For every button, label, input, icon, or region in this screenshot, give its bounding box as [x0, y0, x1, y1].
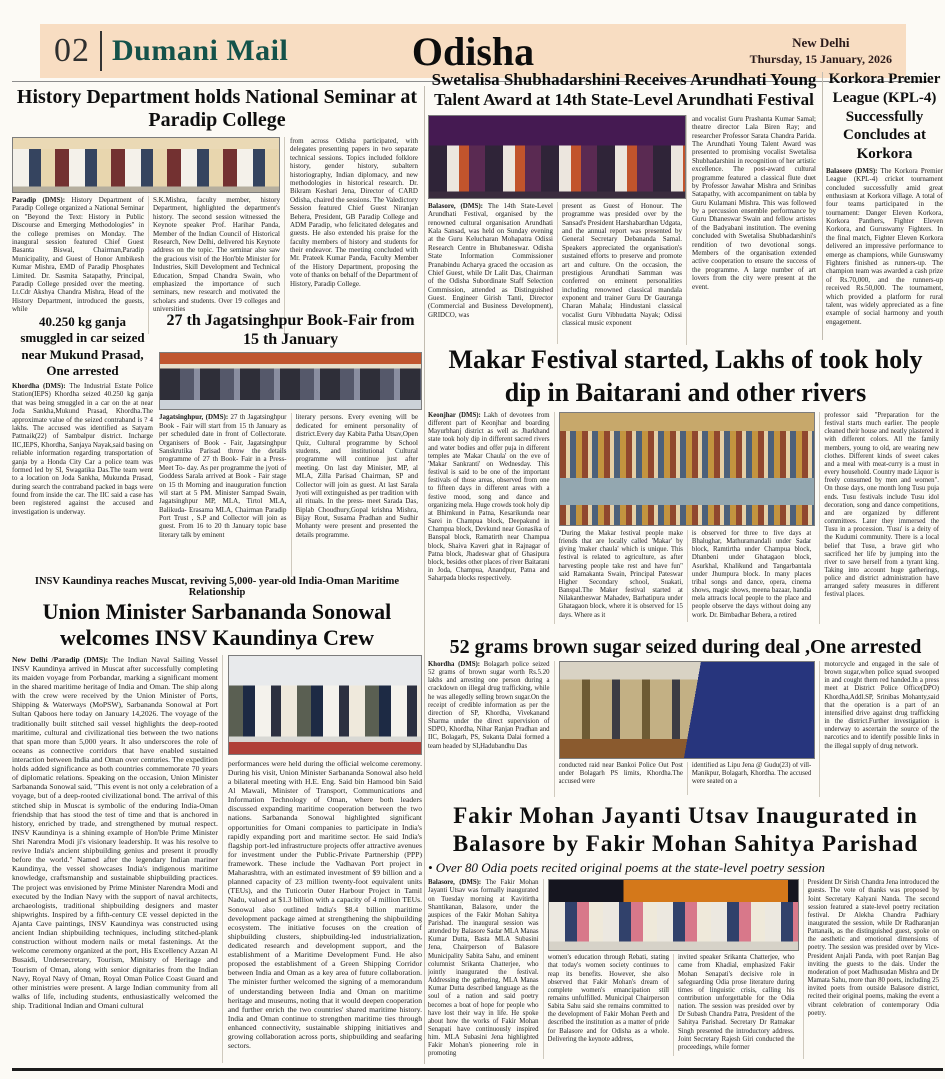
headline: 40.250 kg ganja smuggled in car seized near Mukund Prasad, One arrested — [20, 314, 145, 378]
headline: Swetalisa Shubhadarshini Receives Arundhati Young Talent Award at 14th State-Level Arundhati Festival — [431, 70, 817, 110]
article-history-seminar — [12, 86, 422, 314]
photo-khordha-police-press-meet — [559, 661, 816, 759]
column-text: The Korkora Premier League (KPL-4) cricket tournament concluded successfully amid great enthusiasm at Korkora village. A total of four teams participated in the tournament: Danger Eleven Korkora, Korkora Panthers, Fighter Eleven Korkora, and Guruswamy Fighters. In the final match, Fighter Eleven Korkora delivered an impressive performance to emerge as champions, while Guruswamy Fighters finished as runners-up. The champion team was awarded a cash prize of Rs.70,000, and the runners-up received Rs.50,000. The tournament, which provided a platform for rural talent, was widely appreciated as a fine example of social harmony and youth engagement. — [826, 166, 943, 326]
article-korkora-kpl — [826, 70, 943, 370]
dateline: Jagatsinghpur, (DMS): — [159, 413, 231, 422]
column-text: professor said "Preparation for the festival starts much earlier. The people cleaned their house and neatly plastered it with different colors. All the family members, young to old, are wearing new clothes. Different kinds of sweet cakes and a meal with meat-curry is a must in every household. Country made Liquor is freely consumed by men and women". On those days, one month long Tusu puja ends. Tusu festivals include Tusu idol decoration, song and dance competitions, and are organized by different committees. Later they immersed the Tusu in a procession. 'Tusu' is a deity of the Kudumi community. There is a local belief that Tusu, a brave girl who sacrificed her life by jumping into the river to save herself from a tyrant king. Taking into account huge gatherings, police and district administration have arranged safety measures in different festival places. — [824, 412, 939, 599]
column-text: motorcycle and engaged in the sale of brown sugar,when police squad swooped in and cought them red handed.In a press meet at District Police Office(DPO) Khordha,Addl.SP, Srinibas Mohanty,said that the operation is a part of an intensified drive against drug trafficking in the district.Further investigation is underway to ascertain the source of the narcotics and to identify possible links in the illegal supply of drug network. — [824, 661, 939, 750]
column-text: and vocalist Guru Prashanta Kumar Samal; theatre director Lala Biren Ray; and researcher Professor Sarata Chandra Parida. The Arundhati Young Talent Award was presented to promising vocalist Swetalisa Shubhadarshini in recognition of her artistic excellence. The post-award cultural programme featured a classical flute duet by Professor Jawahar Mishra and Srinibas Satapathy, with accompaniment on tabla by Guru Kulamani Mishra. This was followed by a percussion ensemble performance by Guru Dhaneswar Swain and fellow artistes of the Badyabani institution. The evening concluded with Swetalisa Shubhadarshini's rendition of two devotional songs. Members of the organisation extended active cooperation to ensure the success of the programme. A large number of art lovers from the city were present at the event. — [692, 114, 816, 291]
photo-arundhati-stage — [428, 115, 686, 199]
text-column-2: performances were held during the official welcome ceremony. During his visit, Union Minister Sarbananda Sonowal also held a bilateral meeting with H.E. Eng. Said bin Hamood bin Said Al Mawali, Minister of Transport, Communications and Information Technology of Oman, where both leaders discussed expanding maritime cooperation between the two nations. Sarbananda Sonowal highlighted significant opportunities for Omani companies to participate in India's rapidly expanding port and maritime sector. He said India's flagship port-led infrastructure projects offer attractive avenues for investment under the Public-Private Partnership (PPP) framework. These include the Vadhavan Port project in Maharashtra, with an estimated investment of $9 billion and a planned capacity of 23 million twenty-foot equivalent units (TEUs), and the Tuticorin Outer Harbour Project in Tamil Nadu, valued at $1.3 billion with a capacity of 4 million TEUs. Sonowal also outlined India's $8.4 billion maritime development package aimed at strengthening the shipbuilding ecosystem. The initiative focuses on the creation of shipbuilding clusters, shipbuilding-led industrialization, dedicated research and development support, and the establishment of a Maritime Development Fund. He also proposed the establishment of a Green Shipping Corridor between India and Oman as a key area of future collaboration. The minister further welcomed the signing of a memorandum of understanding between India and Oman on maritime heritage and museums, noting that it would deepen cooperation and further enrich the two countries' shared maritime history. India and Oman continue to strengthen maritime ties through enhanced connectivity, sustainable shipping initiatives and growing collaboration across ports, shipbuilding and seafaring sectors. — [227, 758, 422, 1051]
text-column-1 — [428, 879, 543, 1059]
article-arundhati-award — [428, 70, 820, 342]
photo-holy-dip-riverbank — [559, 412, 816, 526]
headline: Makar Festival started, Lakhs of took holy dip in Baitarani and other rivers — [448, 345, 923, 407]
headline: Fakir Mohan Jayanti Utsav Inaugurated in Balasore by Fakir Mohan Sahitya Parishad — [452, 803, 919, 856]
text-column-3 — [686, 115, 820, 345]
masthead-right — [750, 35, 892, 66]
text-column-4 — [820, 412, 943, 624]
column-text: is observed for three to five days at Bhalughar, Mathuramandali under Sadar block, Ramtirtha under Champua block, Dhanbeni under Ghatagaon block, Asurkhal, Khalikund and Tangarbantala under Jhumpura block. In many places tribal songs and dance, opera, cinema shows, magic shows, meena bazaar, handia mela attracts local people to the place and people observe the days without doing any work. Dr. Bimbadhar Behera, a retired — [691, 530, 812, 619]
text-column-1 — [428, 661, 554, 797]
center-stack — [543, 879, 804, 1059]
column-text: The Indian Naval Sailing Vessel INSV Kaundinya arrived in Muscat after successfully completing its maiden voyage from Porbandar, marking a significant moment in the shared maritime heritage of India and Oman. The ship along with the crew were received by the Union Minister of Ports, Shipping & Waterways (MoPSW), Sarbananda Sonowal at Port Sultan Qaboos here today on January 14,2026. The voyage of the traditionally built stitched sail vessel highlights the deep-rooted maritime, cultural and civilizational ties between the two nations that span more than 5,000 years. It also underscores the role of oceans as connective corridors that have enabled sustained interaction between India and Oman over centuries. The expedition holds added significance as both countries commemorate 70 years of diplomatic relations. Speaking on the occasion, Union Minister Sarbananda Sonowal said, "This event is not only a celebration of a voyage, but of a deep-rooted civilizational bond. The arrival of this stitched ship in Muscat is symbolic of the enduring India-Oman friendship that has stood the test of time and that is anchored in history, enriched by trade, and strengthened by mutual respect. INSV Kaundinya is a shining example of Hon'ble Prime Minister Shri Narendra Modi ji's visionary leadership. It was his resolve to revive India's ancient shipbuilding genius and present it proudly before the world." Named after the legendary Indian mariner Kaundinya, the vessel showcases India's indigenous maritime knowledge, craftsmanship and sustainable shipbuilding practices. The project was envisioned by Prime Minister Narendra Modi and executed by the Indian Navy with the support of naval architects, archaeologists, traditional shipbuilding designers and master shipwrights. Inspired by a fifth-century CE vessel depicted in the Ajanta Cave paintings, INSV Kaundinya was constructed using ancient Indian shipbuilding techniques, including stitched-plank construction without modern nails or metal fastenings. At the welcome ceremony organized at the port, His Excellency Azzan Al Busaidi, Undersecretary, Tourism, Ministry of Heritage and Tourism of Oman, along with senior dignitaries from the Indian Navy, Royal Navy of Oman, Royal Oman Police Coast Guard and other ministries were present. A large Indian community from all walks of life, including students, enthusiastically welcomed the ship. Traditional Indian and Omani cultural — [12, 654, 218, 1010]
headline: 27 th Jagatsinghpur Book-Fair from 15 th January — [166, 312, 415, 349]
text-column-1 — [159, 413, 291, 577]
column-text: 27 th Jagatsinghpur Book - Fair will start from 15 th January as per scheduled date in front of Collectorate. Organisers of Book - Fair, Jagatsinghpur Sanskrutika Parisad throw the details programme of 27 th Book- Fair in a Press- Meet To- day. As per programme the jyoti of Goddess Sarala arrived at Book - Fair stage on 15 th Morning and inauguration function wil start at 5 PM. Minister Sampad Swain, Jagatsinghpur MP, MLA, Tirtol MLA, Balikuda- Erasama MLA, Chairman Paradip Port Trust , S.P and Collector will join as guest. From 16 to 20 th January topic base literary talk by eminent — [159, 413, 287, 539]
column-text: History Department of Paradip College organized a National Seminar on "Beyond the Text: History in Public Discourse and Emerging Methodologies" in the college premises on Monday. The inaugural session featured Chief Guest Basanta Biswal, Chairman,Paradip Municipality, and Guest of Honor Ambikesh Kumar Mishra, EMD of Paradip Phosphates Limited. Dr. Sasmita Satapathy, Principal, Paradip College presided over the meeting. Lt.Cdr Akshya Chandra Mishra, Head of the History Department, introduced the guests, while — [12, 196, 144, 314]
article-brown-sugar-seizure — [428, 636, 943, 800]
text-column-2 — [548, 954, 673, 1056]
dateline: Balasore, (DMS): — [428, 879, 486, 887]
dateline: Paradip (DMS): — [12, 196, 72, 204]
column-text: Lakh of devotees from different part of Keonjhar and boarding Mayurbhanj district as well as Jharkhand state took holy dip in different sacred rivers and water bodies and offer puja in different temples ate 'Makar Chaula' on the eve of 'Makar Sankranti' on Wednesday. This festival is said to be one of the important festivals of those areas, observed from one to fifteen days in different areas with a festive mood, song and dance and organizing mela. Huge crowds took holy dip at Bhimkund in Patna, Kesarikunda near Sarei in Champua block, Deepakund in Champua block, Devkund near Gonasika of Banspal block, Ramatirth near Champua block, Shaiva Kaveri ghat in Rajnagar of Patna block, Jhadeswar ghat of Ghasipura block, besides other places of river Baitarani in Joda, Champua, Anandpur, Patna and Saharpada blocks respectively. — [428, 412, 550, 583]
column-text: invited speaker Srikanta Chatterjee, who came from Khadial, emphasized Fakir Mohan Senapati's decisive role in safeguarding Odia prose literature during times of linguistic crisis, calling his contribution unforgettable for the Odia nation. The session was presided over by Dr Subash Chandra Patra, President of the Sahitya Parishad. Secretary Dr Ratnakar Singh presented the introductory address. Joint Secretary Rajesh Giri conducted the proceedings, while former — [678, 954, 795, 1051]
dateline: Khordha (DMS): — [12, 382, 70, 390]
text-column-2 — [559, 762, 687, 795]
photo-seminar-dignitaries — [12, 137, 280, 193]
edition-city: New Delhi — [792, 35, 850, 51]
center-stack — [554, 661, 821, 797]
text-column-1 — [428, 202, 557, 344]
column-text: S.K.Mishra, faculty member, history Department, highlighted the department's history. The second session witnessed the Keynote speaker Prof. Harihar Panda, Member of the Indian Council of Historical Research, New Delhi, delivered his Keynote address on the topic. The seminar also saw the gracious visit of the Hon'ble Minister for Industries, Skill Development and Technical Education, Smpad Chandra Swain, who emphasized the importance of such seminars, new research and motivated the scholars and students. Over 19 colleges and universities — [153, 196, 280, 314]
headline: History Department holds National Seminar at Paradip College — [16, 86, 418, 131]
dateline: Khordha (DMS): — [428, 661, 484, 668]
center-stack — [554, 412, 821, 624]
column-text: identified as Lipu Jena @ Gudu(23) of vill-Manikpur, Bolagarh, Khordha. The accused were seated on a — [691, 762, 812, 786]
column-text: from across Odisha participated, with delegates presenting papers in two separate technical sessions. Topics included folklore history, gender history, subaltern historiography, Indian diplomacy, and new methodologies in historical research. Dr. Bikram Keshari Jena, Director of CARD Odisha, chaired the sessions. The Valedictory Session featured Chief Guest Niranjan Behera, President, GB Paradip College and ADM Paradip, who felicitated delegates and guests. He also extended his praise for the faculty members of history and students for their endeavor. The meeting concluded with Mr. Prateek Kumar Panda, Faculty Member of the History Department, proposing the vote of thanks on behalf of the Department of History, Paradip College. — [290, 137, 418, 288]
column-text: literary persons. Every evening will be dedicated for eminent personality of district.Every day Kabita Patha Utsav,Open Quiz, Cultural programme by School students, and institutional Cultural programme will continue just after meeting. On last day Minister, MP, al MLA, Zilla Parisad Chairman, SP and Collector will join as guest. At last Sarala Jyoti will extinguished as per tradition with all rituals. In the press- meet Sarada Das, Biplab Choudhury,Gopal krishna Mishra, Bijay Rout, Susama Pradhan and Sudhir Mohanty were present and presented the details programme. — [295, 413, 418, 539]
column-text: President Dr Sirish Chandra Jena introduced the guests. The vote of thanks was proposed by Joint Secretary Kalyani Nanda. The second session featured a state-level poetry recitation festival. Dr Alekha Chandra Padhiary inaugurated the session, while Dr Radharanjan Pattanaik, as the distinguished guest, spoke on the aesthetic and emotional dimensions of poetry. The session was presided over by Vice-President Anjali Panda, with poet Ranjan Bag inviting the guests to the dais. Under the moderation of poet Madhusudan Mishra and Dr Mamata Sahu, more than 80 poets, including 25 invited poets from outside Balasore district, recited their original poems, making the event a vibrant celebration of contemporary Odia poetry. — [807, 879, 939, 1017]
photo-book-fair-press-meet — [159, 352, 422, 410]
kicker: INSV Kaundinya reaches Muscat, reviving 5,000- year-old India-Oman Maritime Relationship — [34, 576, 400, 598]
dateline: Balasore, (DMS): — [428, 201, 488, 210]
column-text: The Industrial Estate Police Station(IEPS) Khordha seized 40.250 kg ganja that was being smuggled in a car on the at near Joda Sankha,Mukund Prasad, Khordha.The approximate value of the seized contraband is ? 4 lakhs. The accused was identified as Satyam Pattnaik(22) of Sambalpur district. Incharge IIC,IEPS, Khordha, Sanjaya Nayak,said basing on reliable information regarding transportation of ganja by a Honda City Car a police team was formed led by SI, Swagatika Das.The team went to a location on Joda Sankha, Mukunda Prasad, during search the contraband packed in bags were found from inside the car. The IIC said a case has been registered against the accused and investigation is underway. — [12, 382, 153, 516]
text-column-4 — [804, 879, 943, 1059]
bottom-rule — [12, 1068, 943, 1071]
subheadline: • Over 80 Odia poets recited original poems at the state-level poetry session — [428, 860, 825, 876]
dateline: Keonjhar (DMS): — [428, 412, 484, 419]
left-stack — [12, 135, 284, 335]
left-stack — [428, 114, 686, 345]
headline: 52 grams brown sugar seized during deal ,One arrested — [449, 636, 922, 658]
column-text: conducted raid near Bankoi Police Out Post under Bolagarh PS limits, Khordha.The accused were — [558, 762, 683, 786]
column-text: present as Guest of Honour. The programme was presided over by the Sansad's President Harshabardhan Udgata, and the annual report was presented by General Secretary Debananda Samal. Speakers appreciated the organisation's sustained efforts to preserve and promote art and culture. On the occasion, the prestigious Arundhati Samman was conferred on eminent personalities including renowned classical mandala exponent and trainer Guru Dr Gauranga Charan Mahala; Hindustani classical vocalist Guru Vibhudatta Nayak; Odissi classical music exponent — [562, 201, 682, 328]
text-column-1 — [12, 655, 222, 1063]
article-fakir-mohan-jayanti — [428, 802, 943, 1064]
headline: Union Minister Sarbananda Sonowal welcomes INSV Kaundinya Crew — [42, 599, 392, 651]
text-column-3 — [687, 762, 815, 795]
text-column-4 — [820, 661, 943, 797]
article-body — [12, 135, 422, 335]
section-title: Odisha — [411, 28, 535, 74]
column-text: The Fakir Mohan Jayanti Utsav was formally inaugurated on Tuesday morning at Kavitirtha Shantikanan, Balasore, under the auspices of the Fakir Mohan Sahitya Parishad. The inaugural session was attended by Balasore Sadar MLA Manas Kumar Dutta, Basta MLA Subasini Jena, Chairperson of Balasore Municipality Sabita Sahu, and eminent columnist Srikanta Chatterjee, who jointly inaugurated the festival. Addressing the gathering, MLA Manas Kumar Dutta described language as the soul of a nation and said poetry becomes a boat of hope for people who have lost their way in life. He spoke about how the works of Fakir Mohan Senapati have continuously inspired him. MLA Subasini Jena highlighted Fakir Mohan's pioneering role in promoting — [428, 879, 539, 1058]
article-insv-kaundinya — [12, 576, 422, 1064]
text-column-2 — [557, 202, 686, 344]
dateline: Balasore (DMS): — [826, 166, 881, 175]
paper-name: Dumani Mail — [112, 34, 289, 67]
column-text: "During the Makar festival people make friends that are locally called 'Makar' by giving 'maker chaula' which is unique. This festival is related to agriculture, as after harvesting people take rest and have fun" said Ramakanta Swain, Principal Pateswar Higher Secondary school, Suakati, Banspal.The Maker festival started at Nilakantheswar Mahadev, Barhatipura under Ghatagaon block, where it is observed for 15 days. Where as it — [558, 530, 683, 619]
edition-date: Thursday, 15 January, 2026 — [749, 51, 892, 66]
dateline: New Delhi /Paradip (DMS): — [12, 654, 113, 664]
column-rule-right — [822, 72, 823, 340]
text-column-1 — [428, 412, 554, 624]
text-column-3 — [687, 530, 815, 622]
photo-jayanti-utsav-stage — [548, 879, 799, 951]
column-text: women's education through Rebati, stating that today's women society continues to reap its benefits. However, she also observed that Fakir Mohan's dream of complete women's emancipation still remains unfulfilled. Municipal Chairperson Sabita Sahu said she remains committed to the development of Fakir Mohan Peeth and described the institution as a matter of pride for Balasore and for Odisha as a whole. Delivering the keynote address, — [547, 954, 670, 1043]
article-book-fair — [159, 311, 422, 579]
article-ganja-seizure — [12, 314, 153, 576]
column-text: The 14th State-Level Arundhati Festival, organised by the renowned cultural organisation Arundhati Kala Sansad, was held on Sunday evening at the Guru Kelucharan Mohapatra Odissi Research Centre in Bhubaneswar. Odisha State Information Commissioner Pranabindu Acharya graced the occasion as Chief Guest, while Dr Lalit Das, Chairman of the Odisha Subordinate Staff Selection Commission, attended as Distinguished Guest. Engineer Girish Tanti, Director (Commercial and Business Development), GRIDCO, was — [428, 201, 553, 319]
page-number: 02 — [54, 32, 90, 69]
text-column-3 — [673, 954, 798, 1056]
text-column-2 — [559, 530, 687, 622]
headline: Korkora Premier League (KPL-4) Successfully Concludes at Korkora — [828, 71, 941, 162]
text-column-3 — [284, 137, 422, 335]
column-text: Bolagarh police seized 52 grams of brown sugar worth Rs.5.20 lakhs and arresting one person during a crackdown on illegal drug trafficking, while he was allegedly selling brown sugar.On the receipt of credible information as per the direction of SP, Khordha, Vivekanand Sharma under the direct supervision of SDPO, Khordha, Nihar Ranjan Pradhan and IIC, Bolagarh, PS, Sukanta Dalai formed a team headed by SI,Hadubandhu Das — [428, 661, 550, 750]
right-stack — [222, 655, 422, 1063]
article-makar-festival — [428, 344, 943, 634]
photo-insv-welcome-ceremony — [228, 655, 422, 755]
text-column-2 — [291, 413, 423, 577]
column-rule-left — [424, 86, 425, 1064]
